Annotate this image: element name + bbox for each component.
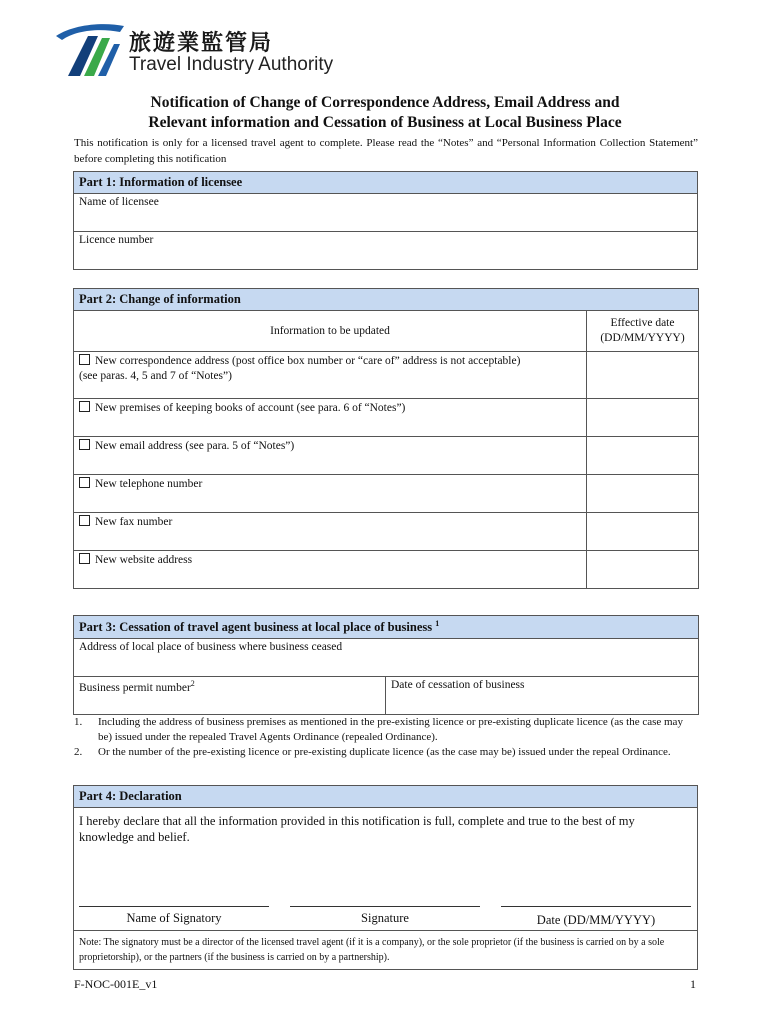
effective-date-cell[interactable] [587, 551, 699, 589]
item-label: New correspondence address (post office box number or “care of” address is not acceptable) [95, 355, 521, 367]
declaration-text: I hereby declare that all the information provided in this notification is full, complete and true to the best of my knowledge and belief. [79, 814, 635, 844]
signature-block[interactable] [290, 896, 480, 928]
item-fax[interactable] [74, 513, 587, 551]
intro-text: This notification is only for a licensed travel agent to complete. Please read the “Notes” and “Personal Information Collection Statement” before completing this notification [74, 137, 698, 165]
signature-line [79, 906, 269, 907]
logo-chinese-text: 旅遊業監管局 [129, 31, 274, 56]
effective-date-cell[interactable] [587, 437, 699, 475]
checkbox[interactable] [79, 439, 90, 450]
declaration-cell [74, 808, 698, 931]
ceased-address-field[interactable] [74, 639, 699, 677]
signatory-name-block[interactable] [79, 896, 269, 928]
item-label: New telephone number [95, 478, 203, 490]
logo-english-text: Travel Industry Authority [129, 54, 334, 75]
signatory-note: Note: The signatory must be a director of the licensed travel agent (if it is a company), or the sole proprietor (if the business is carried on by a sole proprietorship), or the partners (if the business is carried on by a partnership). [74, 931, 698, 970]
col-date-header [587, 311, 699, 352]
part2-header: Part 2: Change of information [74, 289, 699, 311]
footnote-text: Including the address of business premises as mentioned in the pre-existing licence or pre-existing duplicate licence (as the case may be) issued under the repealed Travel Agents Ordinance (repealed Ordinance). [98, 716, 683, 743]
effective-date-cell[interactable] [587, 513, 699, 551]
col-date-line2: (DD/MM/YYYY) [600, 332, 685, 344]
ceased-address-label: Address of local place of business where business ceased [79, 641, 343, 654]
item-label: New website address [95, 554, 193, 566]
signature-label: Signature [361, 911, 409, 925]
title-line-2: Relevant information and Cessation of Business at Local Business Place [148, 114, 622, 131]
checkbox[interactable] [79, 401, 90, 412]
item-telephone[interactable] [74, 475, 587, 513]
footnotes [74, 715, 698, 760]
part3-header-text: Part 3: Cessation of travel agent business at local place of business [79, 620, 433, 635]
col-info-header: Information to be updated [74, 311, 587, 352]
business-permit-label: Business permit number [79, 681, 191, 694]
licence-number-field[interactable] [74, 232, 698, 270]
part3-table [73, 615, 699, 715]
item-label: New email address (see para. 5 of “Notes”) [95, 440, 295, 452]
item-email-address[interactable] [74, 437, 587, 475]
item-website[interactable] [74, 551, 587, 589]
footnote-ref-2: 2 [190, 679, 195, 689]
title-line-1: Notification of Change of Correspondence Address, Email Address and [150, 94, 620, 111]
signatory-name-label: Name of Signatory [126, 911, 222, 925]
licence-number-label: Licence number [79, 234, 154, 246]
effective-date-cell[interactable] [587, 352, 699, 399]
effective-date-cell[interactable] [587, 399, 699, 437]
footnote-text: Or the number of the pre-existing licence or pre-existing duplicate licence (as the case may be) issued under the repeal Ordinance. [98, 746, 671, 758]
item-label: New fax number [95, 516, 173, 528]
footnote-number: 2. [74, 746, 83, 758]
checkbox[interactable] [79, 354, 90, 365]
tia-logo-icon [54, 22, 126, 78]
signature-date-label: Date (DD/MM/YYYY) [536, 913, 656, 927]
tia-logo [54, 22, 354, 82]
item-correspondence-address[interactable] [74, 352, 587, 399]
signature-line [290, 906, 480, 907]
part2-table [73, 288, 699, 589]
checkbox[interactable] [79, 553, 90, 564]
cessation-date-field[interactable] [386, 677, 699, 715]
part1-header: Part 1: Information of licensee [74, 172, 698, 194]
footnote-ref-1: 1 [435, 619, 440, 628]
effective-date-cell[interactable] [587, 475, 699, 513]
footnote-number: 1. [74, 716, 83, 728]
part4-table [73, 785, 698, 970]
part1-table [73, 171, 698, 270]
item-label-cont: (see paras. 4, 5 and 7 of “Notes”) [79, 370, 232, 382]
business-permit-field[interactable] [74, 677, 386, 715]
form-title [60, 93, 710, 133]
cessation-date-label: Date of cessation of business [391, 679, 525, 692]
part4-header: Part 4: Declaration [74, 786, 698, 808]
signature-row [79, 896, 691, 928]
item-label: New premises of keeping books of account (see para. 6 of “Notes”) [95, 402, 406, 414]
col-date-line1: Effective date [610, 317, 675, 329]
page-number: 1 [690, 977, 696, 991]
item-books-premises[interactable] [74, 399, 587, 437]
checkbox[interactable] [79, 515, 90, 526]
licensee-name-field[interactable] [74, 194, 698, 232]
signature-line [501, 906, 691, 907]
form-code: F-NOC-001E_v1 [74, 977, 158, 991]
signature-date-block[interactable] [501, 896, 691, 928]
licensee-name-label: Name of licensee [79, 196, 159, 208]
footnote-2 [74, 745, 698, 760]
footnote-1 [74, 715, 698, 745]
checkbox[interactable] [79, 477, 90, 488]
part3-header [74, 616, 699, 639]
